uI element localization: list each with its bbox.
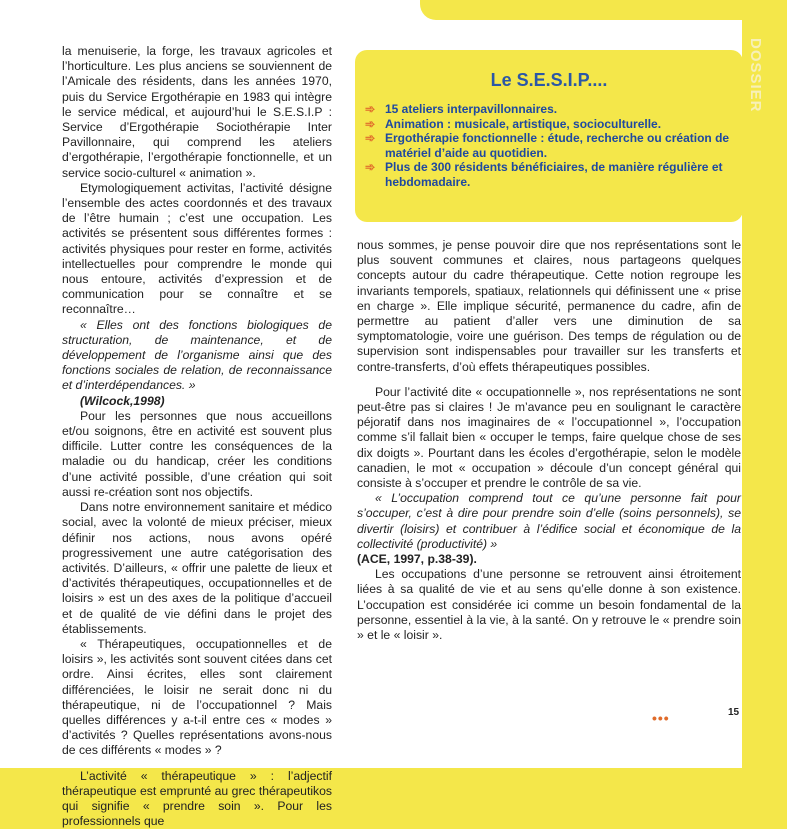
list-item: ➾ Animation : musicale, artistique, socioculturelle.	[365, 116, 662, 131]
list-item: ➾ Ergothérapie fonctionnelle : étude, recherche ou création de matériel d’aide au quotidien.	[365, 131, 730, 160]
spacer	[62, 759, 332, 769]
arrow-icon: ➾	[365, 102, 376, 116]
list-item: ➾ 15 ateliers interpavillonnaires.	[365, 102, 558, 116]
paragraph: Etymologiquement activitas, l’activité désigne l’ensemble des actes coordonnés et des travaux de l’être humain ; c’est une occupation. Les activités se présentent sous différentes formes : activités physiques pour rester en forme, activités intellectuelles pour comprendre le monde qui nous entoure, activités d’expression et de communication pour se connaître et se reconnaître…	[62, 180, 332, 317]
quote: « Elles ont des fonctions biologiques de structuration, de maintenance, et de développement de l’organisme ainsi que des fonctions sociales de relation, de reconnaissance et d’interdépendances. »	[62, 317, 332, 393]
arrow-icon: ➾	[365, 116, 376, 131]
sesip-title: Le S.E.S.I.P....	[490, 70, 608, 90]
page-number: 15	[728, 707, 740, 718]
paragraph: « Thérapeutiques, occupationnelles et de loisirs », les activités sont souvent citées dans cet ordre. Ainsi écrites, elles sont clairement différenciées, le loisir ne serait donc ni du thérapeutique, ni de l’occupationnel ? Mais quelles différences y a-t-il entre ces « modes » d’activités ? Quelles représentations avons-nous de ces différents « modes » ?	[62, 636, 332, 758]
top-yellow-band	[420, 0, 787, 20]
sesip-list	[365, 102, 735, 190]
paragraph: L’activité « thérapeutique » : l’adjectif thérapeutique est emprunté au grec thérapeutikos qui signifie « prendre soin ». Pour les professionnels que	[62, 768, 332, 829]
paragraph: Les occupations d’une personne se retrouvent ainsi étroitement liées à sa qualité de vie et au sens qu’elle donne à son existence. L’occupation est considérée ici comme un besoin fondamental de la personne, essentiel à la vie, à la santé. On y retrouve le « prendre soin » et le « loisir ».	[357, 567, 741, 643]
decorative-dots: •••	[652, 710, 670, 726]
quote: « L’occupation comprend tout ce qu’une personne fait pour s’occuper, c’est à dire pour prendre soin d’elle (soins personnels), se divertir (loisirs) et contribuer à l’édifice social et économique de la collectivité (productivité) »	[357, 491, 741, 551]
arrow-icon: ➾	[365, 131, 376, 146]
paragraph: la menuiserie, la forge, les travaux agricoles et l’horticulture. Les plus anciens se souviennent de l’Amicale des résidents, dans les années 1970, puis du Service Ergothérapie en 1983 qui intègre le service médical, et aujourd’hui le S.E.S.I.P : Service d’Ergothérapie Sociothérapie Inter Pavillonnaire, qui comprend les ateliers d’ergothérapie, l’ergothérapie fonctionnelle, et un service socio-culturel « animation ».	[62, 44, 332, 180]
arrow-icon: ➾	[365, 160, 376, 175]
section-tab-label: DOSSIER	[747, 37, 764, 113]
spacer	[357, 375, 741, 385]
right-column	[357, 238, 741, 643]
citation: (ACE, 1997, p.38-39).	[357, 552, 477, 567]
paragraph: nous sommes, je pense pouvoir dire que nos représentations sont le plus souvent communes et claires, nous partageons quelques concepts autour du cadre thérapeutique. Cette notion regroupe les invariants temporels, spatiaux, relationnels qui définissent une « prise en charge ». Elle implique sécurité, permanence du cadre, afin de permettre au patient d’aller vers une diminution de sa symptomatologie, voire une guérison. Des temps de régulation ou de supervision sont indispensables pour travailler sur les transferts et contre-transferts, d’où effets thérapeutiques possibles.	[357, 238, 741, 374]
sesip-box	[355, 50, 743, 222]
paragraph: Dans notre environnement sanitaire et médico social, avec la volonté de mieux préciser, mieux définir nos actions, nous avons opéré progressivement une autre catégorisation des activités. D’ailleurs, « offrir une palette de lieux et d’activités thérapeutiques, occupationnelles et de loisirs » est un des axes de la politique d’accueil et de qualité de vie défini dans le projet des établissements.	[62, 500, 332, 636]
citation: (Wilcock,1998)	[80, 393, 165, 408]
paragraph: Pour l’activité dite « occupationnelle », nos représentations ne sont peut-être pas si claires ! Je m’avance peu en soulignant le caractère péjoratif dans nos imaginaires de « l’occupationnel », l’occupation comme s’il fallait bien « occuper le temps, faire quelque chose de ses dix doigts ». Pourtant dans les écoles d’ergothérapie, selon le modèle canadien, le mot « occupation » découle d’un concept général qui consiste à s’occuper et prendre le contrôle de sa vie.	[357, 384, 741, 491]
paragraph: Pour les personnes que nous accueillons et/ou soignons, être en activité est souvent plus difficile. Lutter contre les conséquences de la maladie ou du handicap, créer les conditions d’une activité possible, d’une création qui soit aussi re-création sont nos objectifs.	[62, 408, 332, 499]
left-column	[62, 44, 332, 829]
list-item: ➾ Plus de 300 résidents bénéficiaires, de manière régulière et hebdomadaire.	[365, 160, 723, 189]
